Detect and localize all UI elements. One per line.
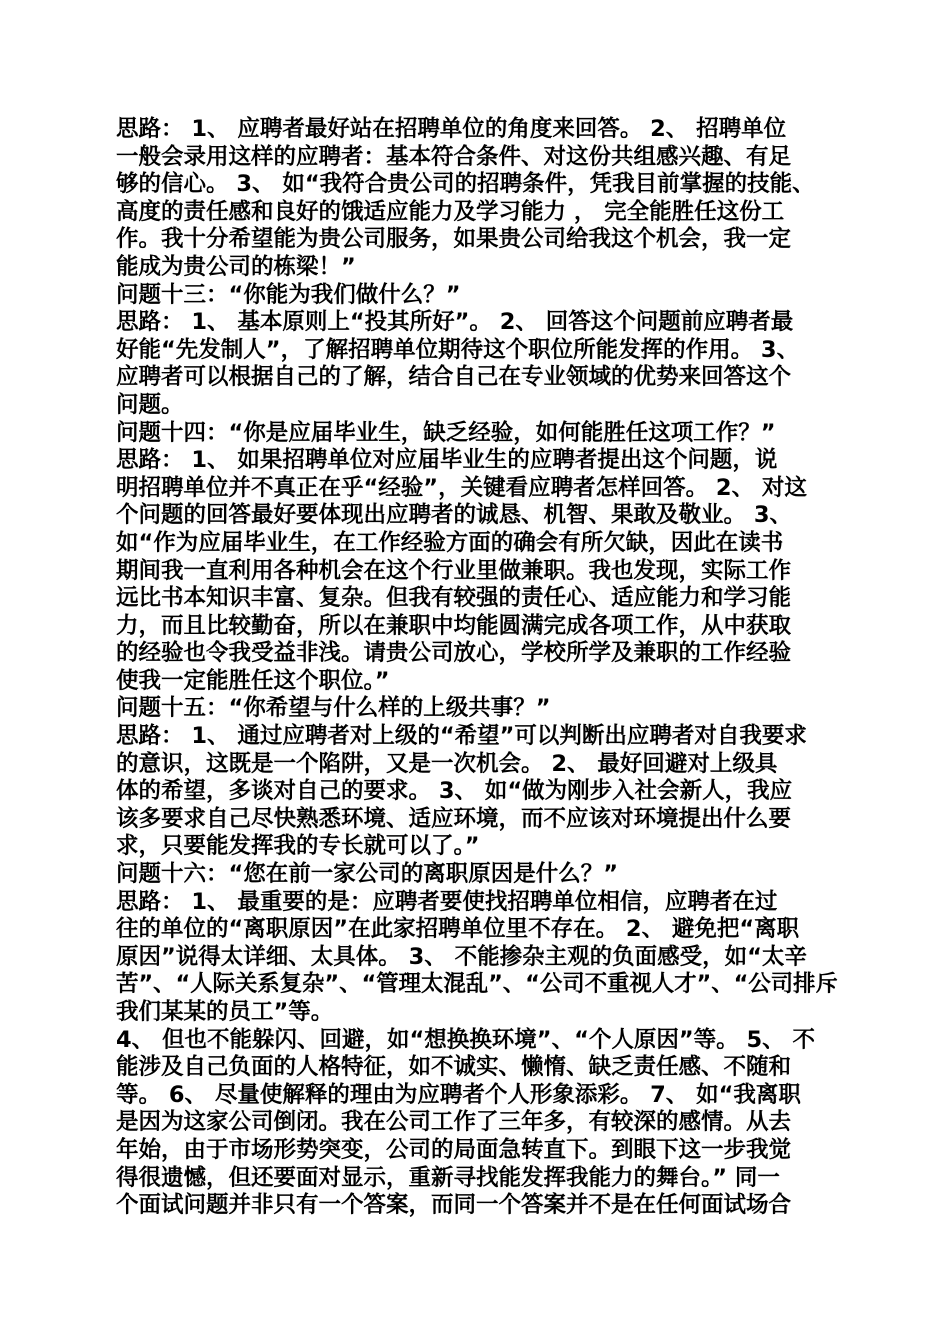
text-line: 期间我一直利用各种机会在这个行业里做兼职。我也发现，实际工作 <box>116 557 792 584</box>
text-line: 的意识，这既是一个陷阱，又是一次机会。 2、 最好回避对上级具 <box>116 750 778 777</box>
text-line: 是因为这家公司倒闭。我在公司工作了三年多，有较深的感情。从去 <box>116 1109 792 1136</box>
text-line: 往的单位的“离职原因”在此家招聘单位里不存在。 2、 避免把“离职 <box>116 916 800 943</box>
text-line: 明招聘单位并不真正在乎“经验”，关键看应聘者怎样回答。 2、 对这 <box>116 474 807 501</box>
text-line: 如“作为应届毕业生，在工作经验方面的确会有所欠缺，因此在读书 <box>116 529 784 556</box>
text-line: 4、 但也不能躲闪、回避，如“想换换环境”、“个人原因”等。 5、 不 <box>116 1026 815 1053</box>
question-heading: 问题十六：“您在前一家公司的离职原因是什么？” <box>116 861 619 888</box>
text-line: 思路： 1、 应聘者最好站在招聘单位的角度来回答。 2、 招聘单位 <box>116 116 787 142</box>
document-body <box>116 116 838 1220</box>
text-line: 苦”、“人际关系复杂”、“管理太混乱”、“公司不重视人才”、“公司排斥 <box>116 971 838 998</box>
text-line: 个面试问题并非只有一个答案，而同一个答案并不是在任何面试场合 <box>116 1192 792 1219</box>
text-line: 我们某某的员工”等。 <box>116 999 334 1025</box>
text-line: 思路： 1、 基本原则上“投其所好”。 2、 回答这个问题前应聘者最 <box>116 309 794 336</box>
text-line: 作。我十分希望能为贵公司服务，如果贵公司给我这个机会，我一定 <box>116 226 792 253</box>
text-line: 原因”说得太详细、太具体。 3、 不能掺杂主观的负面感受，如“太辛 <box>116 943 807 970</box>
text-line: 够的信心。 3、 如“我符合贵公司的招聘条件，凭我目前掌握的技能、 <box>116 171 815 198</box>
text-line: 高度的责任感和良好的饿适应能力及学习能力 ， 完全能胜任这份工 <box>116 198 785 225</box>
text-line: 思路： 1、 最重要的是：应聘者要使找招聘单位相信，应聘者在过 <box>116 888 778 915</box>
text-line: 远比书本知识丰富、复杂。但我有较强的责任心、适应能力和学习能 <box>116 585 792 612</box>
text-line: 求，只要能发挥我的专长就可以了。” <box>116 833 480 860</box>
text-line: 力，而且比较勤奋，所以在兼职中均能圆满完成各项工作，从中获取 <box>116 612 792 639</box>
text-line: 问题。 <box>116 391 184 418</box>
text-line: 一般会录用这样的应聘者：基本符合条件、对这份共组感兴趣、有足 <box>116 143 792 170</box>
text-line: 应聘者可以根据自己的了解，结合自己在专业领域的优势来回答这个 <box>116 364 792 391</box>
text-line: 的经验也令我受益非浅。请贵公司放心，学校所学及兼职的工作经验 <box>116 640 792 667</box>
text-line: 思路： 1、 如果招聘单位对应届毕业生的应聘者提出这个问题，说 <box>116 447 778 474</box>
question-heading: 问题十五：“你希望与什么样的上级共事？” <box>116 695 551 722</box>
text-line: 能成为贵公司的栋梁！” <box>116 253 356 280</box>
text-line: 体的希望，多谈对自己的要求。 3、 如“做为刚步入社会新人，我应 <box>116 778 793 805</box>
text-line: 能涉及自己负面的人格特征，如不诚实、懒惰、缺乏责任感、不随和 <box>116 1054 792 1081</box>
text-line: 思路： 1、 通过应聘者对上级的“希望”可以判断出应聘者对自我要求 <box>116 723 807 750</box>
text-line: 等。 6、 尽量使解释的理由为应聘者个人形象添彩。 7、 如“我离职 <box>116 1081 801 1108</box>
text-line: 使我一定能胜任这个职位。” <box>116 667 390 694</box>
question-heading: 问题十三：“你能为我们做什么？” <box>116 281 461 308</box>
text-line: 年始，由于市场形势突变，公司的局面急转直下。到眼下这一步我觉 <box>116 1136 792 1163</box>
text-line: 好能“先发制人”，了解招聘单位期待这个职位所能发挥的作用。 3、 <box>116 336 800 363</box>
text-line: 个问题的回答最好要体现出应聘者的诚恳、机智、果敢及敬业。 3、 <box>116 502 792 529</box>
text-line: 该多要求自己尽快熟悉环境、适应环境，而不应该对环境提出什么要 <box>116 805 792 832</box>
text-line: 得很遗憾，但还要面对显示，重新寻找能发挥我能力的舞台。” 同一 <box>116 1164 780 1191</box>
question-heading: 问题十四：“你是应届毕业生，缺乏经验，如何能胜任这项工作？” <box>116 419 776 446</box>
